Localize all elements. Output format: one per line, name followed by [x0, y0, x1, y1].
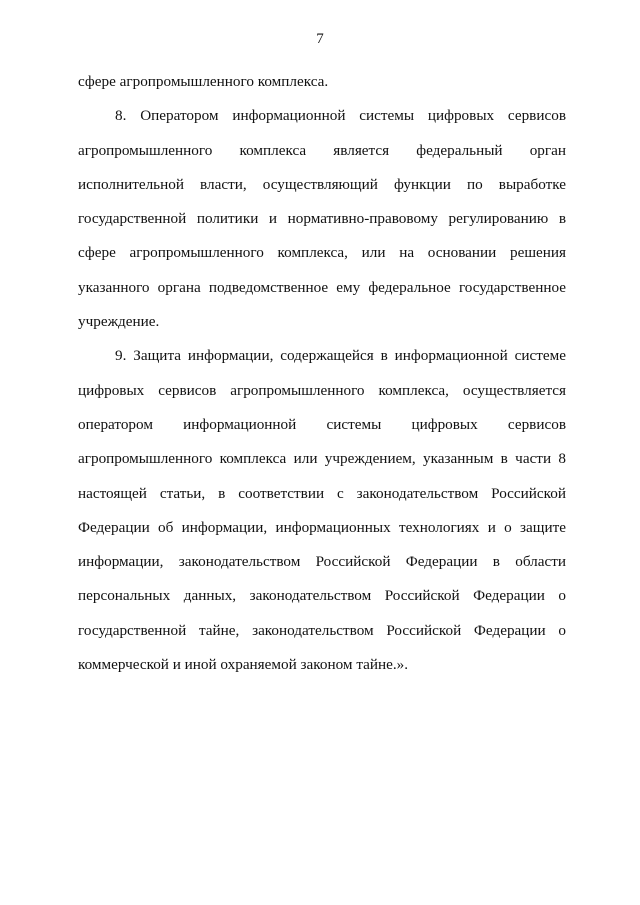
- paragraph-continuation: сфере агропромышленного комплекса.: [78, 73, 329, 90]
- paragraph-item-9: 9. Защита информации, содержащейся в информационной системе цифровых сервисов агропромышленного комплекса, осуществляется оператором информационной системы цифровых сервисов агропромышленного комплекса или учреждением, указанным в части 8 настоящей статьи, в соответствии с законодательством Российской Федерации об информации, информационных технологиях и о защите информации, законодательством Российской Федерации в области персональных данных, законодательством Российской Федерации о государственной тайне, законодательством Российской Федерации о коммерческой и иной охраняемой законом тайне.».: [78, 347, 566, 674]
- document-body: [78, 65, 566, 682]
- paragraph-item-8: 8. Оператором информационной системы цифровых сервисов агропромышленного комплекса является федеральный орган исполнительной власти, осуществляющий функции по выработке государственной политики и нормативно-правовому регулированию в сфере агропромышленного комплекса, или на основании решения указанного органа подведомственное ему федеральное государственное учреждение.: [78, 107, 566, 331]
- page-number: 7: [316, 31, 324, 47]
